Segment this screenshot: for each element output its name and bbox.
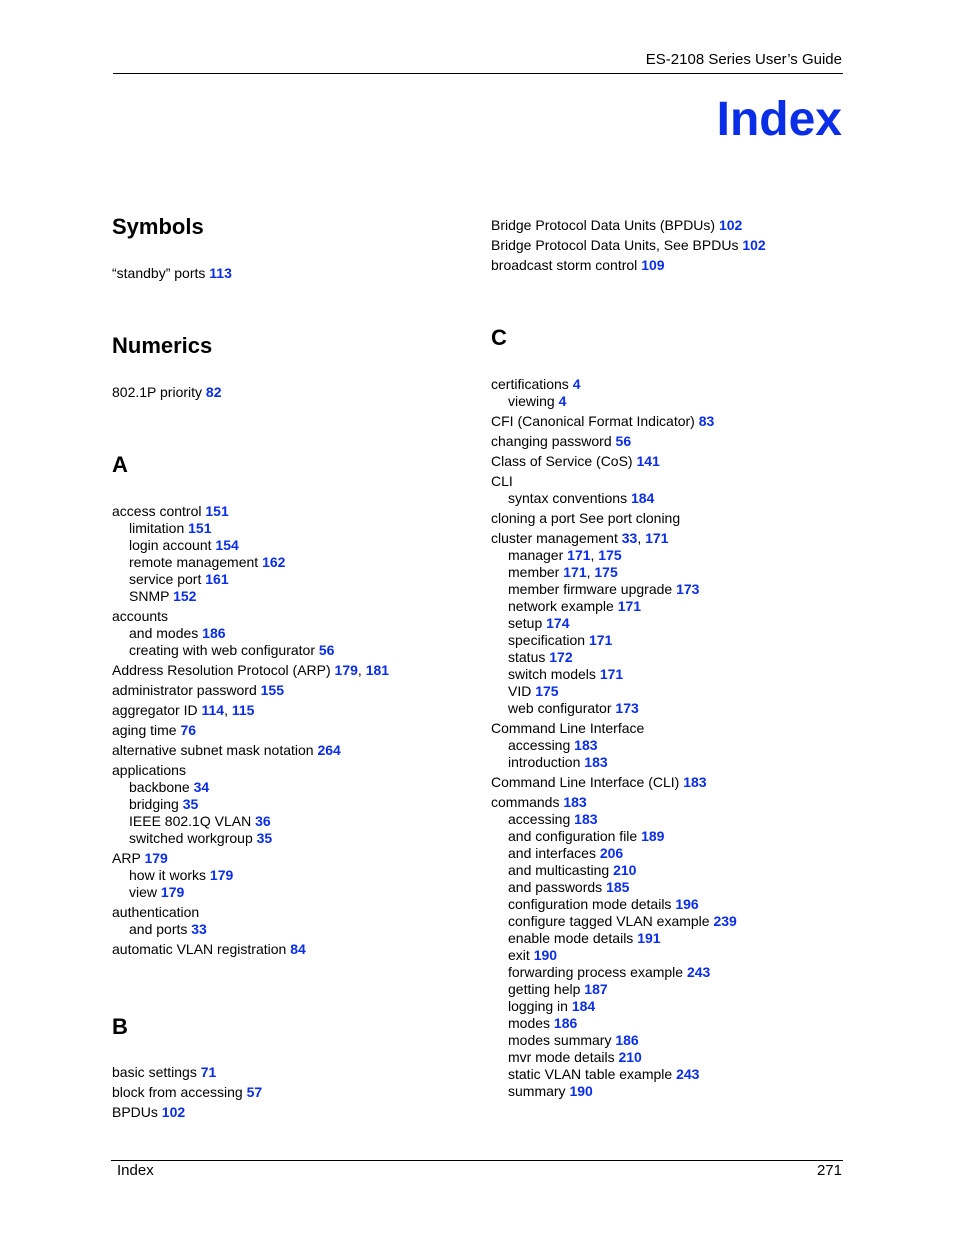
index-term: accessing — [508, 737, 571, 753]
page-reference-link[interactable]: 109 — [641, 257, 665, 273]
index-term: VID — [508, 683, 532, 699]
index-subentry — [112, 520, 462, 537]
footer-page-number: 271 — [816, 1162, 842, 1179]
page-reference-link[interactable]: 35 — [182, 796, 199, 812]
index-entry — [112, 265, 462, 282]
index-term: broadcast storm control — [491, 257, 638, 273]
page-reference-link[interactable]: 175 — [535, 683, 559, 699]
section-c-entries — [491, 376, 841, 1100]
index-subentry — [491, 700, 841, 717]
index-entry — [491, 453, 841, 470]
section-b-entries — [112, 1064, 462, 1121]
index-subentry — [491, 598, 841, 615]
index-term: aggregator ID — [112, 702, 198, 718]
page-reference-link[interactable]: 33 — [191, 921, 207, 937]
index-subentry — [491, 1083, 841, 1100]
index-subentry — [112, 921, 462, 938]
index-term: and ports — [129, 921, 188, 937]
index-subentry: member 171, 175 — [508, 564, 618, 580]
page-reference-link[interactable]: 71 — [200, 1064, 217, 1080]
section-heading-numerics: Numerics — [112, 333, 213, 358]
index-subentry — [112, 830, 462, 847]
index-term: and multicasting — [508, 862, 610, 878]
index-subentry — [491, 913, 841, 930]
index-term: view — [129, 884, 158, 900]
index-term: CFI (Canonical Format Indicator) — [491, 413, 695, 429]
page-reference-link[interactable]: 179 — [334, 662, 358, 678]
index-term: web configurator — [508, 700, 612, 716]
index-subentry — [491, 947, 841, 964]
page-reference-link[interactable]: 264 — [317, 742, 341, 758]
index-term: administrator password — [112, 682, 257, 698]
index-subentry — [491, 811, 841, 828]
index-term: authentication — [112, 904, 200, 920]
index-entry — [112, 762, 462, 779]
section-heading-symbols: Symbols — [112, 214, 204, 239]
index-term: logging in — [508, 998, 568, 1014]
index-subentry — [491, 683, 841, 700]
index-subentry: manager 171, 175 — [508, 547, 622, 563]
index-term: alternative subnet mask notation — [112, 742, 314, 758]
index-subentry — [491, 1015, 841, 1032]
page-reference-link[interactable]: 183 — [683, 774, 707, 790]
index-subentry — [491, 964, 841, 981]
index-term: member firmware upgrade — [508, 581, 673, 597]
index-term: applications — [112, 762, 186, 778]
page-reference-link[interactable]: 196 — [675, 896, 699, 912]
index-subentry — [112, 571, 462, 588]
index-entry — [112, 608, 462, 625]
index-subentry — [491, 981, 841, 998]
page-title: Index — [716, 93, 842, 146]
index-term: introduction — [508, 754, 581, 770]
index-entry — [112, 904, 462, 921]
index-term: certifications — [491, 376, 569, 392]
page-reference-link[interactable]: 243 — [676, 1066, 700, 1082]
page-reference-link[interactable]: 154 — [215, 537, 239, 553]
index-entry — [491, 237, 841, 254]
index-entry — [112, 722, 462, 739]
index-term: commands — [491, 794, 560, 810]
index-term: mvr mode details — [508, 1049, 615, 1065]
page-reference-link[interactable]: 179 — [160, 884, 185, 900]
index-subentry — [491, 632, 841, 649]
page-reference-link[interactable]: 161 — [205, 571, 229, 587]
index-subentry — [491, 754, 841, 771]
page-reference-link[interactable]: 174 — [546, 615, 570, 631]
page-reference-link[interactable]: 36 — [255, 813, 271, 829]
index-subentry — [112, 796, 462, 813]
index-entry — [491, 413, 841, 430]
index-entry — [491, 257, 841, 274]
section-a-entries — [112, 503, 462, 958]
index-term: changing password — [491, 433, 612, 449]
section-heading-a: A — [112, 452, 128, 477]
index-term: Bridge Protocol Data Units, See BPDUs — [491, 237, 739, 253]
page-reference-link[interactable]: 115 — [231, 702, 255, 718]
page-reference-link[interactable]: 183 — [574, 737, 598, 753]
index-term: and modes — [129, 625, 199, 641]
index-term: “standby” ports — [112, 265, 206, 281]
page-reference-link[interactable]: 181 — [365, 662, 390, 678]
index-term: Address Resolution Protocol (ARP) — [112, 662, 331, 678]
index-term: getting help — [508, 981, 581, 997]
page-reference-link[interactable]: 210 — [618, 1049, 642, 1065]
index-term: Class of Service (CoS) — [491, 453, 633, 469]
index-entry — [491, 510, 841, 527]
index-subentry — [491, 615, 841, 632]
page-reference-link[interactable]: 210 — [613, 862, 637, 878]
footer-rule — [111, 1160, 843, 1161]
index-subentry — [491, 1049, 841, 1066]
index-subentry — [112, 779, 462, 796]
index-term: and interfaces — [508, 845, 596, 861]
index-term: limitation — [129, 520, 185, 536]
index-term: creating with web configurator — [129, 642, 315, 658]
index-subentry — [491, 581, 841, 598]
page-reference-link[interactable]: 189 — [641, 828, 665, 844]
index-term: switch models — [508, 666, 596, 682]
index-subentry — [491, 490, 841, 507]
index-term: static VLAN table example — [508, 1066, 673, 1082]
page-reference-link[interactable]: 171 — [645, 530, 669, 546]
index-term: block from accessing — [112, 1084, 243, 1100]
index-term: bridging — [129, 796, 179, 812]
page-reference-link[interactable]: 82 — [205, 384, 222, 400]
index-term: SNMP — [129, 588, 170, 604]
index-subentry — [112, 537, 462, 554]
index-subentry — [112, 884, 462, 901]
index-entry — [112, 941, 462, 958]
index-term: viewing — [508, 393, 555, 409]
page-reference-link[interactable]: 114 — [201, 702, 225, 718]
index-entry — [112, 1104, 462, 1121]
index-term: basic settings — [112, 1064, 197, 1080]
index-subentry — [491, 998, 841, 1015]
page-reference-link[interactable]: 102 — [742, 237, 766, 253]
index-subentry — [112, 813, 462, 830]
index-term: Command Line Interface — [491, 720, 645, 736]
page-reference-link[interactable]: 191 — [637, 930, 661, 946]
index-term: IEEE 802.1Q VLAN — [129, 813, 252, 829]
page-reference-link[interactable]: 184 — [571, 998, 596, 1014]
page-reference-link[interactable]: 179 — [144, 850, 168, 866]
page-reference-link[interactable]: 172 — [549, 649, 573, 665]
index-term: status — [508, 649, 546, 665]
index-term: enable mode details — [508, 930, 634, 946]
page-reference-link[interactable]: 186 — [202, 625, 226, 641]
index-term: exit — [508, 947, 530, 963]
page-reference-link[interactable]: 171 — [588, 632, 613, 648]
index-entry: cluster management 33, 171 — [491, 530, 669, 546]
page-reference-link[interactable]: 173 — [676, 581, 700, 597]
index-entry — [112, 384, 462, 401]
index-entry — [112, 1064, 462, 1081]
page-reference-link[interactable]: 184 — [630, 490, 655, 506]
index-term: setup — [508, 615, 543, 631]
index-term: BPDUs — [112, 1104, 158, 1120]
page-reference-link[interactable]: 171 — [599, 666, 624, 682]
index-subentry — [491, 930, 841, 947]
index-entry — [491, 376, 841, 393]
page-reference-link[interactable]: 162 — [262, 554, 286, 570]
footer-section-label: Index — [117, 1162, 154, 1179]
index-term: and passwords — [508, 879, 603, 895]
section-numerics-entries — [112, 384, 462, 401]
index-term: cluster management — [491, 530, 618, 546]
section-b-continued-entries — [491, 217, 841, 274]
page-reference-link[interactable]: 190 — [569, 1083, 593, 1099]
index-term: configure tagged VLAN example — [508, 913, 710, 929]
section-symbols-entries — [112, 265, 462, 282]
index-term: backbone — [129, 779, 190, 795]
index-subentry — [491, 649, 841, 666]
index-entry — [491, 433, 841, 450]
index-term: configuration mode details — [508, 896, 672, 912]
index-term: cloning a port See port cloning — [491, 510, 681, 526]
index-term: modes — [508, 1015, 551, 1031]
page-reference-link[interactable]: 4 — [572, 376, 581, 392]
index-subentry — [491, 666, 841, 683]
index-subentry — [112, 867, 462, 884]
index-subentry — [491, 737, 841, 754]
index-entry — [112, 742, 462, 759]
page-reference-link[interactable]: 33 — [621, 530, 638, 546]
index-subentry — [112, 554, 462, 571]
index-term: member — [508, 564, 560, 580]
page-reference-link[interactable]: 102 — [718, 217, 743, 233]
index-subentry — [112, 588, 462, 605]
page-reference-link[interactable]: 206 — [599, 845, 624, 861]
index-term: remote management — [129, 554, 259, 570]
index-term: accounts — [112, 608, 169, 624]
page-reference-link[interactable]: 151 — [188, 520, 212, 536]
index-term: login account — [129, 537, 212, 553]
page-reference-link[interactable]: 113 — [209, 265, 232, 281]
index-subentry — [491, 862, 841, 879]
index-subentry — [491, 845, 841, 862]
page-reference-link[interactable]: 171 — [567, 547, 591, 563]
index-subentry — [491, 879, 841, 896]
index-entry — [112, 1084, 462, 1101]
page-reference-link[interactable]: 34 — [193, 779, 210, 795]
page-reference-link[interactable]: 186 — [553, 1015, 578, 1031]
page-reference-link[interactable]: 56 — [615, 433, 632, 449]
index-term: automatic VLAN registration — [112, 941, 287, 957]
index-entry — [112, 850, 462, 867]
index-entry — [491, 473, 841, 490]
page-reference-link[interactable]: 171 — [617, 598, 642, 614]
section-heading-c: C — [491, 325, 507, 350]
index-term: service port — [129, 571, 202, 587]
index-term: access control — [112, 503, 202, 519]
header-rule — [113, 73, 843, 74]
index-entry: Address Resolution Protocol (ARP) 179, 181 — [112, 662, 390, 678]
index-subentry — [491, 393, 841, 410]
section-heading-b: B — [112, 1014, 128, 1039]
page-reference-link[interactable]: 102 — [161, 1104, 186, 1120]
page-reference-link[interactable]: 185 — [606, 879, 630, 895]
index-term: forwarding process example — [508, 964, 684, 980]
page-reference-link[interactable]: 84 — [290, 941, 306, 957]
index-term: ARP — [112, 850, 141, 866]
page-reference-link[interactable]: 190 — [533, 947, 558, 963]
page-reference-link[interactable]: 183 — [574, 811, 598, 827]
index-entry — [491, 217, 841, 234]
page-reference-link[interactable]: 151 — [205, 503, 229, 519]
index-term: 802.1P priority — [112, 384, 203, 400]
index-term: CLI — [491, 473, 513, 489]
index-term: syntax conventions — [508, 490, 628, 506]
index-entry — [491, 720, 841, 737]
index-subentry — [491, 828, 841, 845]
index-term: modes summary — [508, 1032, 612, 1048]
page-reference-link[interactable]: 76 — [180, 722, 197, 738]
index-entry — [491, 774, 841, 791]
header-guide-title: ES-2108 Series User’s Guide — [645, 51, 842, 68]
index-term: summary — [508, 1083, 566, 1099]
page-reference-link[interactable]: 4 — [558, 393, 567, 409]
page-reference-link[interactable]: 179 — [209, 867, 234, 883]
index-term: how it works — [129, 867, 207, 883]
index-term: aging time — [112, 722, 177, 738]
index-term: Bridge Protocol Data Units (BPDUs) — [491, 217, 716, 233]
page-reference-link[interactable]: 186 — [615, 1032, 639, 1048]
page-reference-link[interactable]: 175 — [598, 547, 622, 563]
index-subentry — [491, 1032, 841, 1049]
page-reference-link[interactable]: 175 — [594, 564, 618, 580]
index-entry — [491, 794, 841, 811]
page-reference-link[interactable]: 183 — [584, 754, 608, 770]
page-reference-link[interactable]: 35 — [256, 830, 273, 846]
index-subentry — [491, 1066, 841, 1083]
index-term: specification — [508, 632, 586, 648]
index-entry — [112, 682, 462, 699]
page-reference-link[interactable]: 152 — [173, 588, 197, 604]
page-reference-link[interactable]: 243 — [686, 964, 711, 980]
index-term: and configuration file — [508, 828, 638, 844]
page-reference-link[interactable]: 239 — [713, 913, 737, 929]
page-reference-link[interactable]: 57 — [246, 1084, 263, 1100]
page-reference-link[interactable]: 173 — [615, 700, 639, 716]
index-entry: aggregator ID 114, 115 — [112, 702, 255, 718]
page-reference-link[interactable]: 141 — [636, 453, 660, 469]
index-term: network example — [508, 598, 614, 614]
index-term: accessing — [508, 811, 571, 827]
index-term: manager — [508, 547, 564, 563]
page-reference-link[interactable]: 187 — [584, 981, 608, 997]
index-term: switched workgroup — [129, 830, 253, 846]
index-term: Command Line Interface (CLI) — [491, 774, 680, 790]
page-reference-link[interactable]: 83 — [698, 413, 715, 429]
index-subentry — [112, 642, 462, 659]
index-entry — [112, 503, 462, 520]
index-subentry — [491, 896, 841, 913]
page-reference-link[interactable]: 155 — [260, 682, 284, 698]
page-reference-link[interactable]: 171 — [563, 564, 587, 580]
page-reference-link[interactable]: 183 — [563, 794, 587, 810]
page-reference-link[interactable]: 56 — [318, 642, 335, 658]
index-subentry — [112, 625, 462, 642]
